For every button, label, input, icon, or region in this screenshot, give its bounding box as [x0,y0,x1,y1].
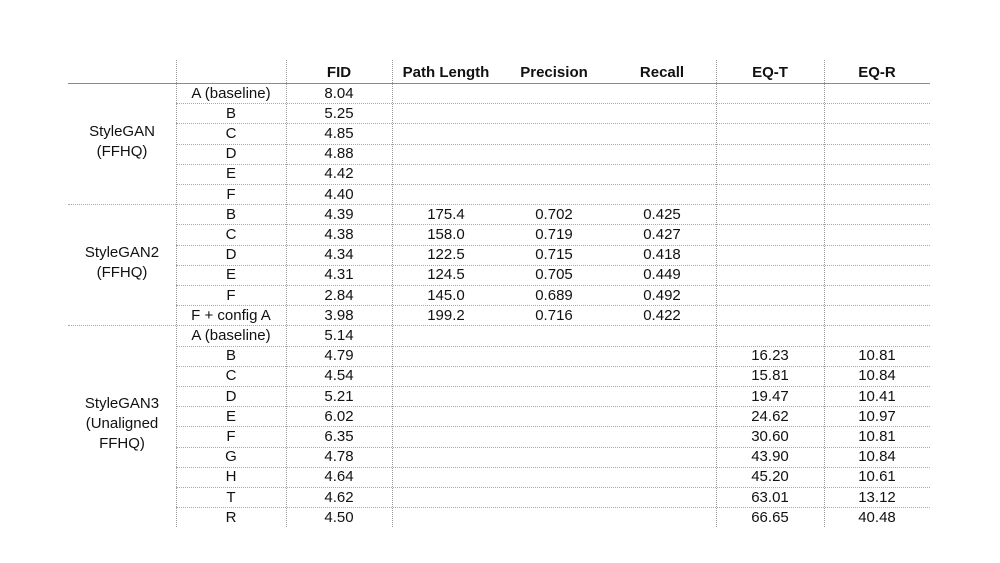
cell-precision [500,387,608,407]
column-header-fid: FID [326,64,352,81]
cell-eq-t [716,265,824,285]
cell-precision [500,488,608,508]
cell-recall [608,447,716,467]
cell-path-length [392,366,500,386]
cell-eq-t [716,144,824,164]
cell-precision [500,346,608,366]
cell-eq-r: 10.84 [858,367,896,385]
cell-recall [608,164,716,184]
cell-precision [500,326,608,346]
cell-recall [608,346,716,366]
cell-eq-t [716,286,824,306]
cell-fid: 2.84 [324,286,354,304]
cell-eq-t: 15.81 [751,367,789,385]
cell-eq-t [716,326,824,346]
group-label-line: StyleGAN2 [84,243,160,261]
cell-eq-t: 19.47 [751,387,789,405]
cell-path-length: 158.0 [427,225,465,243]
cell-recall [608,124,716,144]
cell-precision [500,427,608,447]
cell-eq-t [716,225,824,245]
cell-precision [500,84,608,104]
group-label-line: StyleGAN3 [84,395,160,413]
cell-eq-t: 45.20 [751,468,789,486]
cell-fid: 4.78 [324,448,354,466]
cell-precision [500,467,608,487]
column-divider [716,60,717,527]
group-label-line: FFHQ) [99,435,145,453]
cell-path-length [392,407,500,427]
cell-eq-t [716,164,824,184]
cell-eq-t [716,104,824,124]
cell-config: D [225,145,237,163]
cell-eq-r [824,265,930,285]
cell-precision [500,508,608,528]
cell-path-length [392,104,500,124]
cell-path-length [392,346,500,366]
cell-config: F [226,286,236,304]
cell-path-length [392,508,500,528]
cell-eq-t: 24.62 [751,407,789,425]
cell-fid: 3.98 [324,306,354,324]
cell-recall [608,366,716,386]
cell-config: E [225,407,236,425]
column-divider [392,60,393,527]
column-divider [824,60,825,527]
cell-eq-r: 10.84 [858,448,896,466]
cell-config: D [225,246,237,264]
cell-config: E [225,266,236,284]
cell-eq-r [824,185,930,205]
cell-precision: 0.716 [535,306,573,324]
cell-fid: 4.38 [324,225,354,243]
cell-config: F [226,185,236,203]
column-header-eq-r: EQ-R [858,64,896,81]
cell-eq-r [824,84,930,104]
cell-recall [608,488,716,508]
cell-config: H [225,468,237,486]
cell-eq-r: 10.81 [858,347,896,365]
cell-fid: 4.42 [324,165,354,183]
cell-recall: 0.425 [643,205,681,223]
cell-precision [500,407,608,427]
cell-path-length [392,326,500,346]
cell-recall [608,508,716,528]
cell-config: E [225,165,236,183]
cell-path-length [392,427,500,447]
cell-recall: 0.427 [643,225,681,243]
cell-path-length: 124.5 [427,266,465,284]
cell-eq-t [716,185,824,205]
cell-eq-r [824,326,930,346]
cell-config: R [225,508,237,526]
cell-path-length [392,144,500,164]
cell-eq-r [824,286,930,306]
group-label [68,394,176,454]
cell-recall [608,84,716,104]
cell-precision [500,164,608,184]
cell-path-length [392,488,500,508]
cell-eq-r: 10.41 [858,387,896,405]
cell-recall: 0.418 [643,246,681,264]
cell-eq-r: 40.48 [858,508,896,526]
cell-fid: 5.14 [324,326,354,344]
cell-path-length [392,84,500,104]
cell-path-length: 122.5 [427,246,465,264]
cell-recall: 0.422 [643,306,681,324]
cell-fid: 4.85 [324,124,354,142]
cell-precision [500,104,608,124]
cell-eq-r: 10.97 [858,407,896,425]
cell-fid: 4.39 [324,205,354,223]
cell-eq-r [824,104,930,124]
cell-config: T [226,488,236,506]
cell-fid: 4.62 [324,488,354,506]
column-header-eq-t: EQ-T [752,64,788,81]
cell-fid: 4.50 [324,508,354,526]
cell-eq-r [824,306,930,326]
cell-path-length [392,164,500,184]
cell-config: C [225,225,237,243]
cell-config: B [225,347,236,365]
cell-precision [500,144,608,164]
cell-precision: 0.705 [535,266,573,284]
group-label [68,243,176,283]
group-label [68,122,176,162]
cell-precision: 0.702 [535,205,573,223]
cell-fid: 6.02 [324,407,354,425]
cell-fid: 4.54 [324,367,354,385]
cell-eq-t [716,84,824,104]
cell-precision [500,185,608,205]
cell-eq-r: 13.12 [858,488,896,506]
cell-recall [608,387,716,407]
cell-config: F [226,427,236,445]
cell-eq-t [716,306,824,326]
cell-eq-t: 30.60 [751,427,789,445]
cell-fid: 6.35 [324,427,354,445]
group-label-line: StyleGAN [89,122,155,140]
cell-path-length [392,185,500,205]
group-label-line: (Unaligned [85,415,159,433]
cell-config: C [225,367,237,385]
cell-fid: 5.21 [324,387,354,405]
cell-eq-t: 16.23 [751,347,789,365]
cell-recall [608,427,716,447]
cell-eq-r [824,124,930,144]
cell-config: A (baseline) [191,84,271,102]
cell-path-length [392,387,500,407]
cell-config: B [225,205,236,223]
cell-config: F + config A [191,306,271,324]
cell-fid: 4.64 [324,468,354,486]
column-header-recall: Recall [639,64,685,81]
cell-eq-r: 10.81 [858,427,896,445]
group-label-line: (FFHQ) [96,263,148,281]
cell-config: B [225,104,236,122]
cell-recall: 0.492 [643,286,681,304]
cell-path-length: 145.0 [427,286,465,304]
cell-config: D [225,387,237,405]
cell-precision: 0.719 [535,225,573,243]
cell-recall [608,407,716,427]
cell-recall [608,326,716,346]
cell-fid: 4.79 [324,347,354,365]
cell-fid: 8.04 [324,84,354,102]
cell-precision [500,124,608,144]
cell-fid: 4.34 [324,246,354,264]
cell-eq-t [716,124,824,144]
cell-fid: 4.31 [324,266,354,284]
cell-path-length [392,124,500,144]
cell-precision [500,366,608,386]
cell-eq-r [824,164,930,184]
cell-fid: 5.25 [324,104,354,122]
cell-path-length: 175.4 [427,205,465,223]
column-header-precision: Precision [520,64,588,81]
column-header-path-length: Path Length [402,64,490,81]
column-divider [286,60,287,527]
cell-eq-t [716,205,824,225]
group-label-line: (FFHQ) [96,142,148,160]
cell-precision: 0.715 [535,246,573,264]
cell-fid: 4.40 [324,185,354,203]
cell-eq-t: 63.01 [751,488,789,506]
column-divider [176,60,177,527]
cell-eq-r [824,144,930,164]
cell-config: C [225,124,237,142]
cell-eq-t: 66.65 [751,508,789,526]
cell-eq-r: 10.61 [858,468,896,486]
cell-recall [608,467,716,487]
cell-eq-r [824,205,930,225]
cell-eq-t: 43.90 [751,448,789,466]
cell-recall [608,144,716,164]
cell-config: A (baseline) [191,326,271,344]
cell-config: G [225,448,237,466]
cell-recall: 0.449 [643,266,681,284]
cell-recall [608,185,716,205]
cell-eq-t [716,245,824,265]
cell-path-length: 199.2 [427,306,465,324]
cell-eq-r [824,245,930,265]
cell-path-length [392,447,500,467]
cell-eq-r [824,225,930,245]
cell-fid: 4.88 [324,145,354,163]
cell-recall [608,104,716,124]
cell-precision: 0.689 [535,286,573,304]
cell-precision [500,447,608,467]
cell-path-length [392,467,500,487]
